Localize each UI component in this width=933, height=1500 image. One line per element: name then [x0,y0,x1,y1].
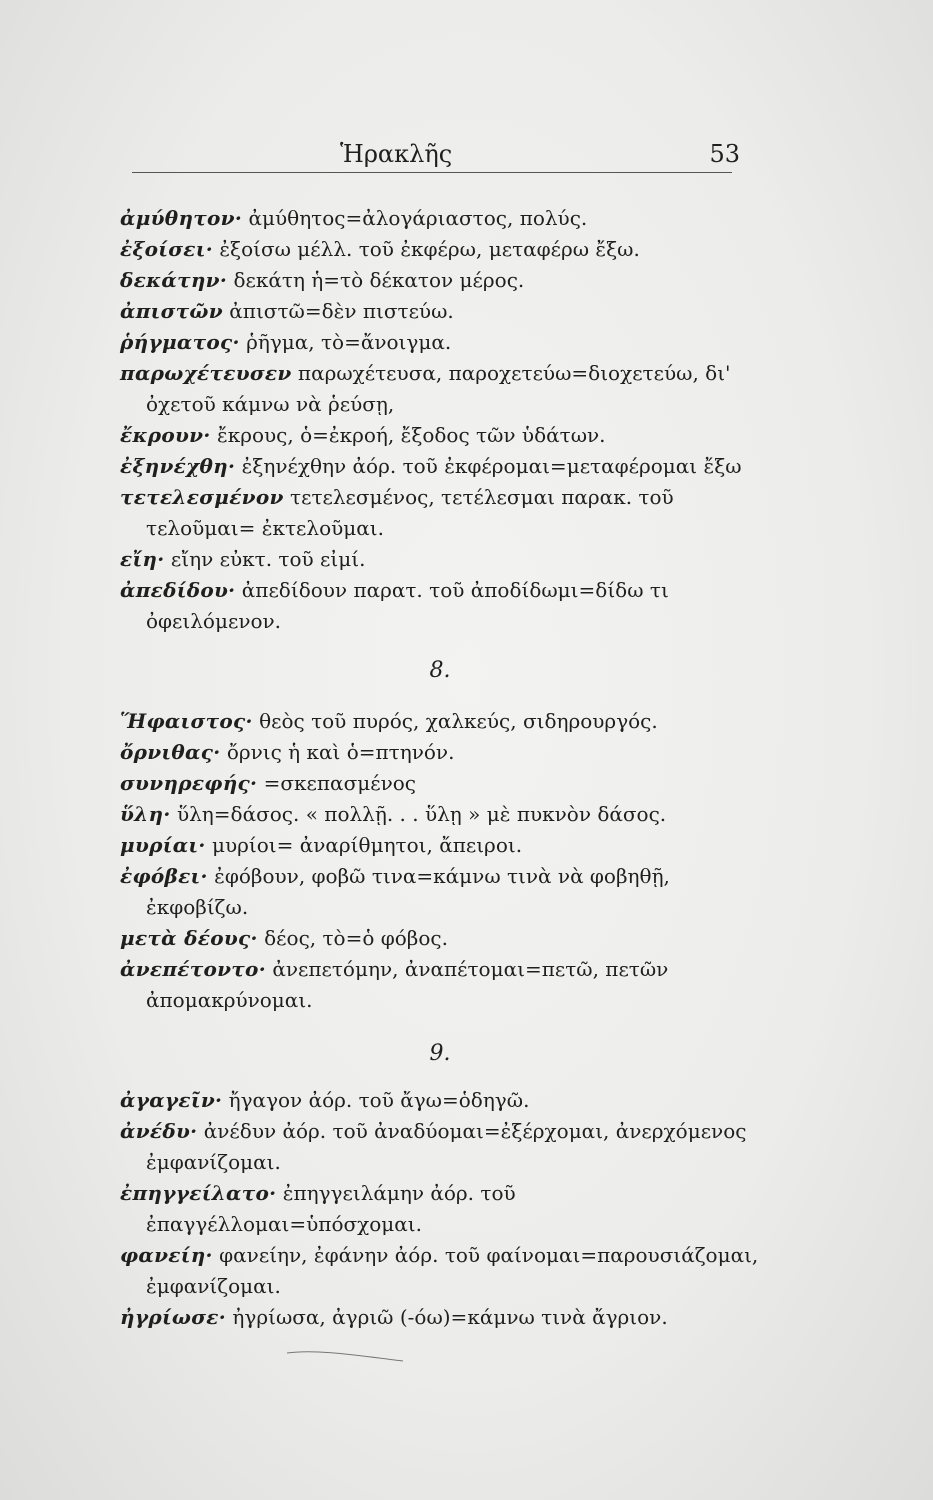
entry-headword: ἀπιστῶν [120,299,223,323]
entry-definition: ἔκρους, ὁ=ἐκροή, ἔξοδος τῶν ὑδάτων. [216,423,606,447]
glossary-entry [120,1302,760,1333]
glossary-entry [120,203,760,234]
glossary-entry [120,234,760,265]
entry-headword: ἔκρουν· [120,423,211,447]
glossary-section-9 [120,1085,760,1333]
entry-definition: =σκεπασμένος [263,771,416,795]
section-heading-8: 8. [429,658,451,683]
entry-headword: ὄρνιθας· [120,740,221,764]
page-number: 53 [709,140,740,168]
glossary-entry [120,830,760,861]
glossary-entry [120,327,760,358]
entry-definition: δεκάτη ἡ=τὸ δέκατον μέρος. [233,268,525,292]
section-heading-9: 9. [429,1041,451,1066]
entry-headword: ἐπηγγείλατο· [120,1181,277,1205]
entry-headword: Ἥφαιστος· [120,709,253,733]
entry-definition: τετελεσμένος, τετέλεσμαι παρακ. τοῦ τελοῦμαι= ἐκτελοῦμαι. [146,485,674,540]
glossary-entry [120,799,760,830]
header-rule [132,172,732,173]
entry-headword: ἀγαγεῖν· [120,1088,223,1112]
entry-headword: ἐξοίσει· [120,237,213,261]
entry-headword: μετὰ δέους· [120,926,258,950]
glossary-entry [120,420,760,451]
glossary-entry [120,265,760,296]
entry-definition: ἀμύθητος=ἀλογάριαστος, πολύς. [248,206,588,230]
entry-headword: ὕλη· [120,802,171,826]
glossary-entry [120,737,760,768]
glossary-entry [120,1085,760,1116]
glossary-entry [120,358,760,420]
entry-headword: εἴη· [120,547,165,571]
entry-definition: ἀπιστῶ=δὲν πιστεύω. [229,299,454,323]
glossary-entry [120,706,760,737]
entry-definition: ἠγρίωσα, ἀγριῶ (-όω)=κάμνω τινὰ ἄγριον. [232,1305,668,1329]
entry-headword: ἀμύθητον· [120,206,243,230]
entry-definition: ἀπεδίδουν παρατ. τοῦ ἀποδίδωμι=δίδω τι ὀφειλόμενον. [146,578,669,633]
entry-headword: ἀπεδίδου· [120,578,236,602]
entry-headword: δεκάτην· [120,268,228,292]
glossary-entry [120,1178,760,1240]
glossary-entry [120,296,760,327]
glossary-entry [120,482,760,544]
entry-definition: εἴην εὐκτ. τοῦ εἰμί. [170,547,366,571]
glossary-entry [120,923,760,954]
glossary-entry [120,768,760,799]
glossary-section-7 [120,203,760,637]
entry-headword: συνηρεφής· [120,771,258,795]
running-title: Ἡρακλῆς [340,140,453,168]
entry-headword: φανείη· [120,1243,213,1267]
entry-headword: ῥήγματος· [120,330,240,354]
entry-headword: ἠγρίωσε· [120,1305,227,1329]
entry-headword: μυρίαι· [120,833,206,857]
glossary-entry [120,1116,760,1178]
pen-scratch-mark [285,1345,405,1365]
entry-definition: μυρίοι= ἀναρίθμητοι, ἄπειροι. [212,833,523,857]
entry-headword: ἐξηνέχθη· [120,454,236,478]
entry-definition: δέος, τὸ=ὁ φόβος. [264,926,448,950]
glossary-entry [120,575,760,637]
entry-definition: ἀνεπετόμην, ἀναπέτομαι=πετῶ, πετῶν ἀπομακρύνομαι. [146,957,669,1012]
entry-definition: ὄρνις ἡ καὶ ὁ=πτηνόν. [226,740,455,764]
entry-definition: ἤγαγον ἀόρ. τοῦ ἄγω=ὁδηγῶ. [228,1088,530,1112]
glossary-section-8 [120,706,760,1016]
glossary-entry [120,1240,760,1302]
entry-headword: παρωχέτευσεν [120,361,292,385]
glossary-entry [120,451,760,482]
entry-headword: ἀνεπέτοντο· [120,957,266,981]
entry-definition: ῥῆγμα, τὸ=ἄνοιγμα. [246,330,452,354]
entry-definition: παρωχέτευσα, παροχετεύω=διοχετεύω, δι' ὀχετοῦ κάμνω νὰ ῥεύσῃ, [146,361,731,416]
entry-definition: ἀνέδυν ἀόρ. τοῦ ἀναδύομαι=ἐξέρχομαι, ἀνερχόμενος ἐμφανίζομαι. [146,1119,747,1174]
glossary-content [120,203,760,1333]
entry-definition: ἐξοίσω μέλλ. τοῦ ἐκφέρω, μεταφέρω ἔξω. [219,237,640,261]
entry-definition: θεὸς τοῦ πυρός, χαλκεύς, σιδηρουργός. [259,709,658,733]
entry-headword: τετελεσμένον [120,485,284,509]
entry-definition: ἐπηγγειλάμην ἀόρ. τοῦ ἐπαγγέλλομαι=ὑπόσχομαι. [146,1181,516,1236]
glossary-entry [120,861,760,923]
entry-definition: ἐξηνέχθην ἀόρ. τοῦ ἐκφέρομαι=μεταφέρομαι ἔξω [241,454,742,478]
entry-definition: φανείην, ἐφάνην ἀόρ. τοῦ φαίνομαι=παρουσιάζομαι, ἐμφανίζομαι. [146,1243,759,1298]
entry-definition: ἐφόβουν, φοβῶ τινα=κάμνω τινὰ νὰ φοβηθῇ, ἐκφοβίζω. [146,864,670,919]
entry-headword: ἀνέδυ· [120,1119,198,1143]
entry-headword: ἐφόβει· [120,864,208,888]
running-header [120,140,740,176]
entry-definition: ὕλη=δάσος. « πολλῇ. . . ὕλῃ » μὲ πυκνὸν δάσος. [176,802,667,826]
glossary-entry [120,544,760,575]
glossary-entry [120,954,760,1016]
